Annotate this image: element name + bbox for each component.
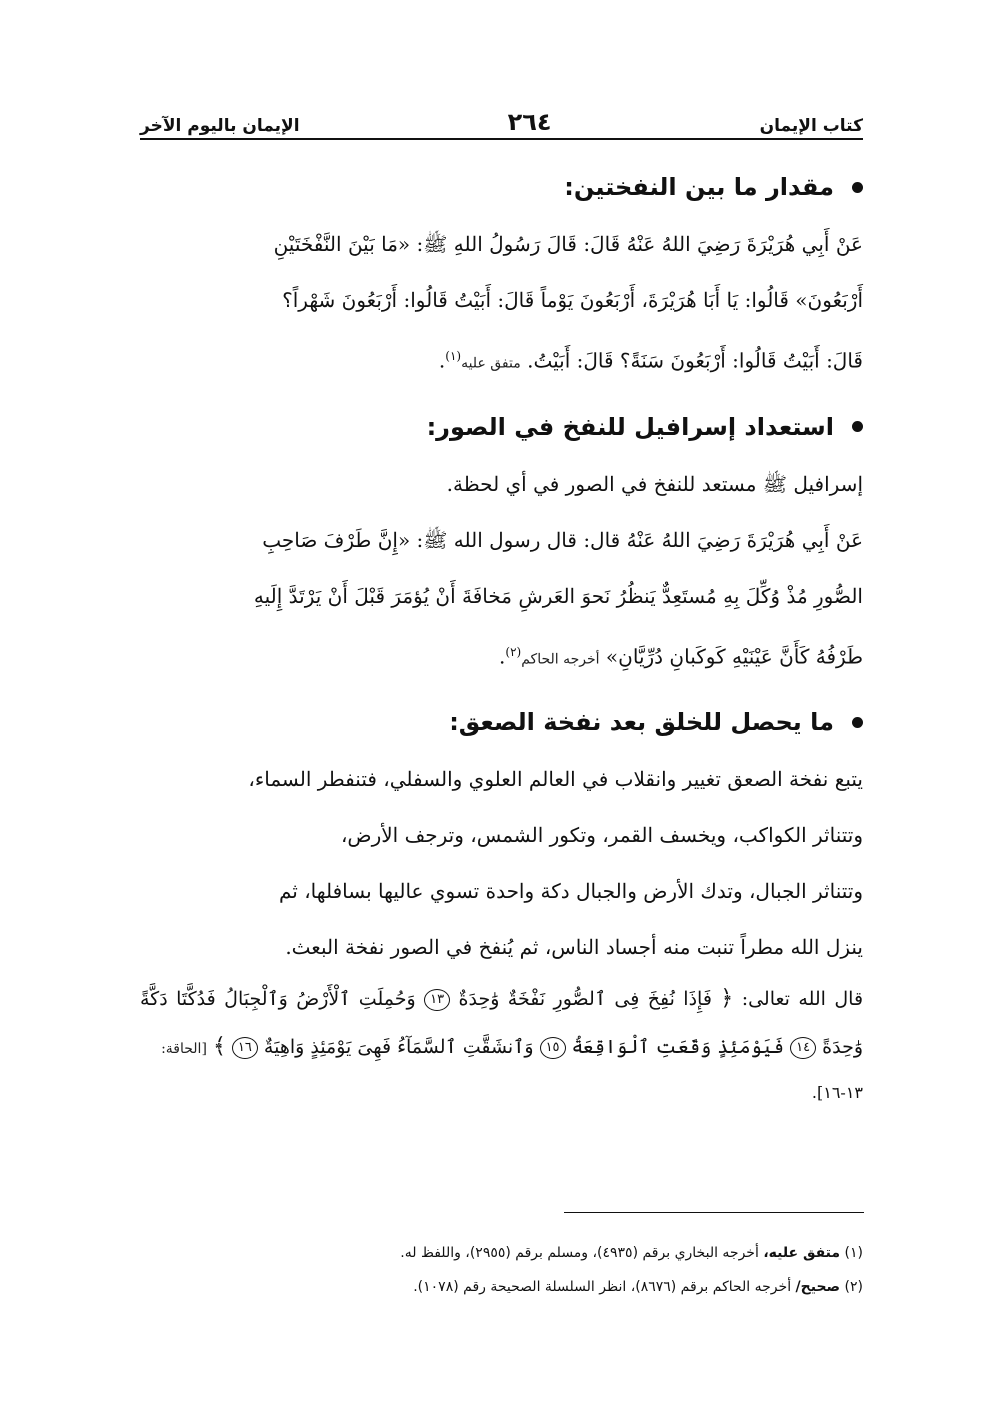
quran-intro: قال الله تعالى: (741, 988, 864, 1011)
page-number: ٢٦٤ (507, 108, 552, 136)
text-end: . (438, 348, 446, 373)
text-line: ينزل الله مطراً تنبت منه أجساد الناس، ثم يُنفخ في الصور نفخة البعث. (285, 935, 863, 960)
footnote-text: أخرجه البخاري برقم (٤٩٣٥)، ومسلم برقم (٢٩٥٥)، واللفظ له. (400, 1245, 759, 1261)
verse-number-13: ١٣ (424, 989, 450, 1011)
text-line: الصُّورِ مُذْ وُكِّلَ بِهِ مُستَعِدٌّ يَنظُرُ نَحوَ العَرشِ مَخافَةَ أَنْ يُؤمَرَ قَبْلَ أَنْ يَرْتَدَّ إِلَيهِ (253, 583, 863, 608)
footnote-1 (140, 1236, 863, 1270)
surah-reference: [الحاقة: (161, 1041, 207, 1058)
verse-number-16: ١٦ (232, 1037, 258, 1059)
quran-close-bracket: ﴾ (212, 1034, 226, 1060)
footnotes (140, 1236, 863, 1304)
quran-open-bracket: ﴿ (720, 986, 734, 1012)
footnote-label: متفق عليه، (763, 1245, 841, 1261)
header-rule (140, 138, 863, 140)
section-heading-text: استعداد إسرافيل للنفخ في الصور: (426, 412, 834, 441)
header-book-title: كتاب الإيمان (759, 116, 863, 136)
text-line: وتتناثر الكواكب، ويخسف القمر، وتكور الشمس، وترجف الأرض، (340, 823, 863, 848)
verse-text: وَٰحِدَةً (822, 1036, 863, 1059)
verse-text: وَحُمِلَتِ ٱلْأَرْضُ وَٱلْجِبَالُ فَدُكَّتَا دَكَّةً (140, 988, 416, 1011)
text-line: وتتناثر الجبال، وتدك الأرض والجبال دكة واحدة تسوي عاليها بسافلها، ثم (278, 879, 863, 904)
footnote-2 (140, 1270, 863, 1304)
text-line: يتبع نفخة الصعق تغيير وانقلاب في العالم العلوي والسفلي، فتنفطر السماء، (248, 767, 863, 792)
running-header (140, 100, 863, 136)
footnote-label: صحيح/ (795, 1279, 841, 1295)
text-line: عَنْ أَبِي هُرَيْرَةَ رَضِيَ اللهُ عَنْهُ قال: قال رسول الله ﷺ: «إِنَّ طَرْفَ صَاحِبِ (262, 527, 863, 552)
section-heading-1 (140, 158, 863, 216)
body-paragraph (140, 751, 863, 975)
footnote-number: (١) (844, 1245, 863, 1261)
text-line: قَالَ: أَبَيْتُ قَالُوا: أَرْبَعُونَ سَنَةً؟ قَالَ: أَبَيْتُ. (527, 348, 863, 373)
text-line: إسرافيل ﷺ مستعد للنفخ في الصور في أي لحظة. (446, 471, 863, 496)
verse-number-14: ١٤ (790, 1037, 816, 1059)
footnote-number: (٢) (844, 1279, 863, 1295)
bullet-icon (852, 717, 863, 728)
bullet-icon (852, 421, 863, 432)
page-content (140, 158, 863, 1113)
header-chapter-title: الإيمان باليوم الآخر (140, 116, 300, 136)
verse-text: فَإِذَا نُفِخَ فِى ٱلصُّورِ نَفْخَةٌ وَٰحِدَةٌ (458, 988, 712, 1011)
intro-paragraph (140, 456, 863, 512)
section-heading-text: ما يحصل للخلق بعد نفخة الصعق: (449, 708, 834, 737)
section-heading-3 (140, 693, 863, 751)
text-line: طَرْفُهُ كَأَنَّ عَيْنَيْهِ كَوكَبانِ دُرِّيَّانِ» (605, 644, 863, 669)
surah-reference-continued: ١٣-١٦]. (811, 1083, 863, 1103)
footnote-ref-2[interactable]: (٢) (505, 644, 522, 659)
text-line: أَرْبَعُونَ» قَالُوا: يَا أَبَا هُرَيْرَةَ، أَرْبَعُونَ يَوْماً قَالَ: أَبَيْتُ قَالُوا: أَرْبَعُونَ شَهْراً؟ (282, 288, 863, 312)
source-note: أخرجه الحاكم (521, 651, 600, 668)
verse-number-15: ١٥ (540, 1037, 566, 1059)
text-end: . (499, 644, 506, 669)
section-heading-2 (140, 398, 863, 456)
footnote-text: أخرجه الحاكم برقم (٨٦٧٦)، انظر السلسلة الصحيحة رقم (١٠٧٨). (413, 1279, 792, 1295)
verse-text: فَيَوْمَئِذٍ وَقَعَتِ ٱلْوَاقِعَةُ (571, 1036, 785, 1059)
quran-quote (140, 975, 863, 1073)
hadith-paragraph-2 (140, 512, 863, 688)
hadith-paragraph-1 (140, 216, 863, 392)
source-note: متفق عليه (461, 355, 521, 372)
footnote-ref-1[interactable]: (١) (445, 349, 462, 363)
footnote-rule (564, 1212, 864, 1213)
section-heading-text: مقدار ما بين النفختين: (564, 173, 834, 201)
bullet-icon (852, 182, 863, 193)
verse-text: وَٱنشَقَّتِ ٱلسَّمَآءُ فَهِىَ يَوْمَئِذٍ وَاهِيَةٌ (263, 1036, 534, 1059)
text-line: عَنْ أَبِي هُرَيْرَةَ رَضِيَ اللهُ عَنْهُ قَالَ: قَالَ رَسُولُ اللهِ ﷺ: «مَا بَيْنَ النَّفْخَتَيْنِ (273, 232, 863, 256)
